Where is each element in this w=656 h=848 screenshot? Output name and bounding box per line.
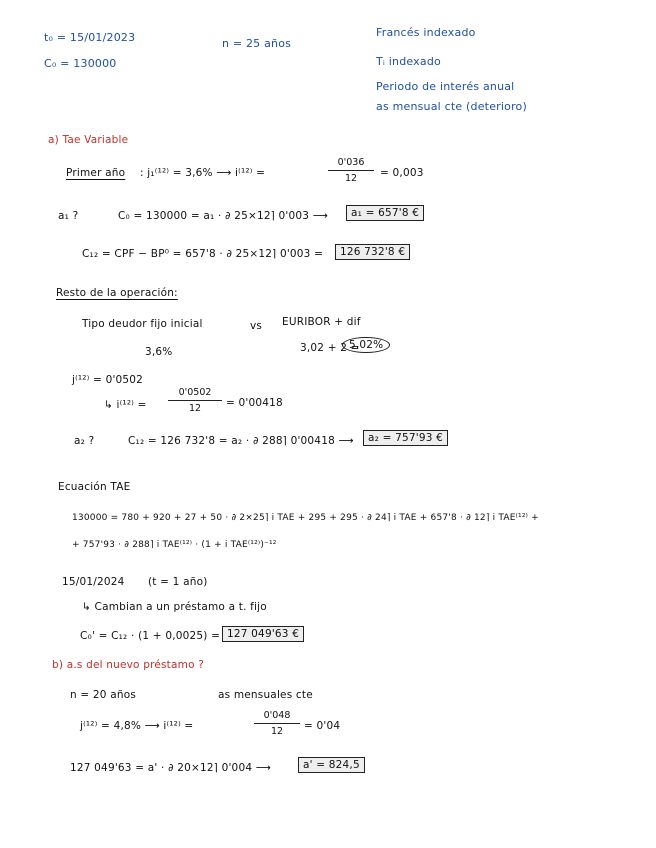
a1-question: a₁ ?: [58, 210, 79, 222]
c12-equation: C₁₂ = CPF − BP⁰ = 657'8 · ∂ 25×12⌉ 0'003 =: [82, 248, 324, 260]
new-capital-equation: C₀' = C₁₂ · (1 + 0,0025) =: [80, 630, 221, 642]
initial-capital: C₀ = 130000: [44, 57, 117, 70]
a2-question: a₂ ?: [74, 435, 95, 447]
fraction-monthly-rate: $\frac{0'0502}{12}$: [168, 387, 222, 414]
tae-equation-line-2: + 757'93 · ∂ 288⌉ i TAE⁽¹²⁾ · (1 + i TAE⁽¹²⁾)⁻¹²: [72, 540, 277, 550]
loan-type: Francés indexado: [376, 26, 476, 39]
versus-label: vs: [250, 320, 263, 332]
section-a-title: a) Tae Variable: [48, 134, 129, 146]
first-year-label: Primer año: [66, 167, 126, 179]
new-term-years: n = 20 años: [70, 689, 137, 701]
fixed-rate-value: 3,6%: [145, 346, 173, 358]
rate-type: Tᵢ indexado: [376, 55, 441, 68]
monthly-rate-result: = 0'00418: [226, 397, 283, 409]
euribor-calc: 3,02 + 2 =: [300, 342, 360, 354]
first-year-result: = 0,003: [380, 167, 424, 179]
term-years: n = 25 años: [222, 37, 292, 50]
rest-of-operation-title: Resto de la operación:: [56, 287, 178, 299]
new-payment-equation: 127 049'63 = a' · ∂ 20×12⌉ 0'004 ⟶: [70, 762, 271, 774]
a1-equation: C₀ = 130000 = a₁ · ∂ 25×12⌉ 0'003 ⟶: [118, 210, 328, 222]
first-year-rate: : j₁⁽¹²⁾ = 3,6% ⟶ i⁽¹²⁾ =: [140, 167, 266, 179]
date-2024: 15/01/2024: [62, 576, 125, 588]
tae-equation-title: Ecuación TAE: [58, 481, 131, 493]
new-rate-result: = 0'04: [304, 720, 341, 732]
start-date: t₀ = 15/01/2023: [44, 31, 136, 44]
euribor-result-oval: 5,02%: [342, 337, 390, 353]
a2-equation: C₁₂ = 126 732'8 = a₂ · ∂ 288⌉ 0'00418 ⟶: [128, 435, 354, 447]
fixed-rate-label: Tipo deudor fijo inicial: [82, 318, 203, 330]
nominal-rate-j12: j⁽¹²⁾ = 0'0502: [72, 374, 144, 386]
euribor-label: EURIBOR + dif: [282, 316, 361, 328]
interest-period: Periodo de interés anual: [376, 80, 515, 93]
a1-result-box: a₁ = 657'8 €: [346, 205, 424, 221]
fraction-first-year: $\frac{0'036}{12}$: [328, 157, 374, 184]
monthly-rate-prefix: ↳ i⁽¹²⁾ =: [104, 399, 147, 411]
new-rate-j12: j⁽¹²⁾ = 4,8% ⟶ i⁽¹²⁾ =: [80, 720, 194, 732]
change-to-fixed-rate: ↳ Cambian a un préstamo a t. fijo: [82, 601, 267, 613]
fraction-new-rate: $\frac{0'048}{12}$: [254, 710, 300, 737]
new-capital-box: 127 049'63 €: [222, 626, 304, 642]
a2-result-box: a₂ = 757'93 €: [363, 430, 448, 446]
monthly-payments-label: as mensuales cte: [218, 689, 313, 701]
new-payment-box: a' = 824,5: [298, 757, 365, 773]
time-one-year: (t = 1 año): [148, 576, 208, 588]
tae-equation-line-1: 130000 = 780 + 920 + 27 + 50 · ∂ 2×25⌉ i TAE + 295 + 295 · ∂ 24⌉ i TAE + 657'8 · ∂ 12⌉ i TAE⁽¹²⁾ +: [72, 513, 539, 523]
payment-frequency: as mensual cte (deterioro): [376, 100, 527, 113]
c12-result-box: 126 732'8 €: [335, 244, 410, 260]
section-b-title: b) a.s del nuevo préstamo ?: [52, 659, 205, 671]
